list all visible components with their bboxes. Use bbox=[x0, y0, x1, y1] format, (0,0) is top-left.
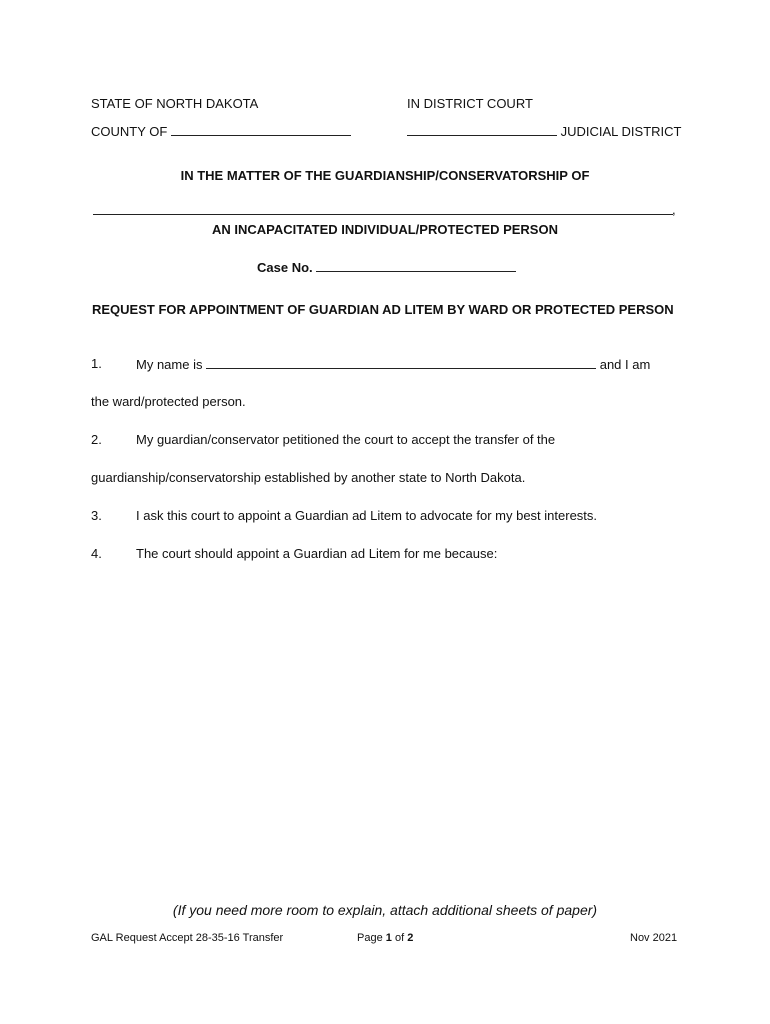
matter-heading: IN THE MATTER OF THE GUARDIANSHIP/CONSERVATORSHIP OF bbox=[180, 168, 590, 183]
page-current: 1 bbox=[385, 932, 392, 944]
district-line bbox=[407, 123, 681, 139]
item-4-text: The court should appoint a Guardian ad Litem for me because: bbox=[136, 546, 498, 561]
county-label: COUNTY OF bbox=[91, 124, 168, 139]
item-2-continuation: guardianship/conservatorship established by another state to North Dakota. bbox=[91, 470, 526, 485]
case-no-label: Case No. bbox=[257, 260, 313, 275]
county-blank[interactable] bbox=[171, 123, 351, 136]
additional-sheets-note: (If you need more room to explain, attach additional sheets of paper) bbox=[172, 902, 598, 918]
item-1-line bbox=[136, 356, 650, 372]
item-1-text-b: and I am bbox=[599, 357, 651, 372]
item-2-text: My guardian/conservator petitioned the court to accept the transfer of the bbox=[136, 432, 556, 447]
page-of: of bbox=[394, 932, 405, 944]
item-1-text-a: My name is bbox=[136, 357, 203, 372]
district-label: JUDICIAL DISTRICT bbox=[560, 124, 682, 139]
case-no-blank[interactable] bbox=[316, 259, 516, 272]
court-label: IN DISTRICT COURT bbox=[407, 96, 533, 111]
item-1-number: 1. bbox=[91, 356, 102, 371]
item-2-number: 2. bbox=[91, 432, 102, 447]
name-blank[interactable] bbox=[206, 356, 596, 369]
district-blank[interactable] bbox=[407, 123, 557, 136]
state-label: STATE OF NORTH DAKOTA bbox=[91, 96, 259, 111]
ward-name-comma: , bbox=[672, 202, 676, 217]
item-3-text: I ask this court to appoint a Guardian ad Litem to advocate for my best interests. bbox=[136, 508, 598, 523]
item-4-number: 4. bbox=[91, 546, 102, 561]
item-1-continuation: the ward/protected person. bbox=[91, 394, 246, 409]
footer-date: Nov 2021 bbox=[630, 932, 678, 944]
person-type-label: AN INCAPACITATED INDIVIDUAL/PROTECTED PERSON bbox=[212, 222, 558, 237]
footer-form-id: GAL Request Accept 28-35-16 Transfer bbox=[91, 932, 284, 944]
page-total: 2 bbox=[407, 932, 414, 944]
page-prefix: Page bbox=[357, 932, 383, 944]
case-no-line bbox=[257, 259, 516, 275]
ward-name-blank[interactable] bbox=[93, 214, 673, 215]
footer-page-number bbox=[357, 932, 413, 944]
county-line bbox=[91, 123, 351, 139]
document-title: REQUEST FOR APPOINTMENT OF GUARDIAN AD LITEM BY WARD OR PROTECTED PERSON bbox=[92, 302, 674, 317]
item-3-number: 3. bbox=[91, 508, 102, 523]
